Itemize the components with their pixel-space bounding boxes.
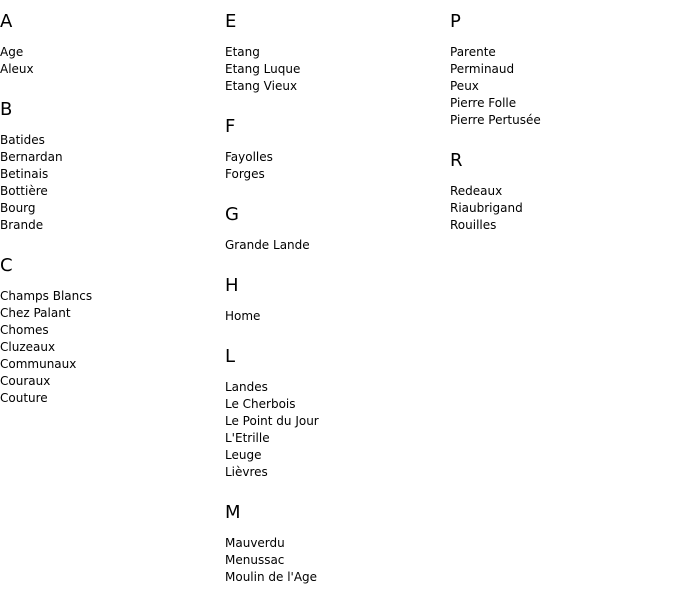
list-item [450,78,675,95]
list-item [225,396,450,413]
place-link-leuge[interactable]: Leuge [225,448,262,462]
list-item [450,112,675,129]
list-item [0,288,225,305]
list-item [0,305,225,322]
place-link-parente[interactable]: Parente [450,45,496,59]
list-item [450,61,675,78]
place-link-etang-vieux[interactable]: Etang Vieux [225,79,298,93]
place-link-communaux[interactable]: Communaux [0,357,77,371]
list-item [0,373,225,390]
place-link-betinais[interactable]: Betinais [0,167,49,181]
place-link-l-etrille[interactable]: L'Etrille [225,431,270,445]
place-link-moulin-de-l-age[interactable]: Moulin de l'Age [225,570,318,584]
list-item [0,390,225,407]
list-item [0,61,225,78]
list-item [0,132,225,149]
list-item [450,217,675,234]
place-link-rouilles[interactable]: Rouilles [450,218,497,232]
place-link-cluzeaux[interactable]: Cluzeaux [0,340,56,354]
place-link-mauverdu[interactable]: Mauverdu [225,536,285,550]
list-item [0,356,225,373]
place-link-landes[interactable]: Landes [225,380,268,394]
list-item [225,447,450,464]
place-link-forges[interactable]: Forges [225,167,265,181]
list-item [450,200,675,217]
list-item [225,379,450,396]
place-link-perminaud[interactable]: Perminaud [450,62,515,76]
letter-group-l [225,347,450,481]
place-link-fayolles[interactable]: Fayolles [225,150,273,164]
place-link-bourg[interactable]: Bourg [0,201,36,215]
letter-heading-m: M [225,502,241,523]
place-link-pierre-pertusee[interactable]: Pierre Pertusée [450,113,541,127]
place-link-brande[interactable]: Brande [0,218,44,232]
place-link-etang[interactable]: Etang [225,45,260,59]
list-item [225,430,450,447]
list-item [0,183,225,200]
list-item [0,322,225,339]
list-item [0,200,225,217]
list-item [225,166,450,183]
place-list-a [0,44,225,78]
list-item [0,44,225,61]
place-link-bottiere[interactable]: Bottière [0,184,48,198]
letter-group-r [450,151,675,234]
place-list-r [450,183,675,234]
letter-heading-r: R [450,150,463,171]
list-item [225,308,450,325]
place-link-le-point-du-jour[interactable]: Le Point du Jour [225,414,319,428]
place-link-home[interactable]: Home [225,309,261,323]
list-item [225,149,450,166]
place-link-chomes[interactable]: Chomes [0,323,49,337]
letter-heading-h: H [225,275,239,296]
list-item [0,217,225,234]
place-link-etang-luque[interactable]: Etang Luque [225,62,301,76]
letter-group-e [225,12,450,95]
letter-group-p [450,12,675,129]
index-column-3 [450,0,675,234]
letter-heading-p: P [450,11,461,32]
letter-group-f [225,117,450,183]
letter-heading-c: C [0,255,13,276]
place-list-p [450,44,675,129]
place-link-chez-palant[interactable]: Chez Palant [0,306,71,320]
place-link-bernardan[interactable]: Bernardan [0,150,63,164]
list-item [225,61,450,78]
list-item [0,166,225,183]
letter-group-a [0,12,225,78]
list-item [225,569,450,586]
place-link-lievres[interactable]: Lièvres [225,465,268,479]
list-item [225,464,450,481]
place-link-grande-lande[interactable]: Grande Lande [225,238,310,252]
list-item [450,183,675,200]
place-list-l [225,379,450,481]
place-link-champs-blancs[interactable]: Champs Blancs [0,289,93,303]
place-list-h [225,308,450,325]
place-link-batides[interactable]: Batides [0,133,45,147]
place-link-menussac[interactable]: Menussac [225,553,285,567]
place-list-m [225,535,450,586]
letter-group-m [225,503,450,586]
list-item [225,552,450,569]
letter-heading-l: L [225,346,236,367]
letter-group-c [0,256,225,407]
letter-heading-f: F [225,116,236,137]
list-item [0,149,225,166]
place-list-b [0,132,225,234]
place-list-f [225,149,450,183]
place-link-age[interactable]: Age [0,45,24,59]
letter-heading-a: A [0,11,13,32]
place-link-le-cherbois[interactable]: Le Cherbois [225,397,296,411]
place-link-pierre-folle[interactable]: Pierre Folle [450,96,517,110]
place-list-e [225,44,450,95]
list-item [450,95,675,112]
letter-heading-b: B [0,99,13,120]
letter-group-g [225,205,450,254]
place-link-peux[interactable]: Peux [450,79,479,93]
letter-heading-g: G [225,204,239,225]
index-column-1 [0,0,225,407]
place-link-aleux[interactable]: Aleux [0,62,34,76]
index-column-2 [225,0,450,586]
place-link-redeaux[interactable]: Redeaux [450,184,503,198]
place-link-couraux[interactable]: Couraux [0,374,51,388]
letter-heading-e: E [225,11,237,32]
letter-group-b [0,100,225,234]
list-item [225,44,450,61]
place-link-riaubrigand[interactable]: Riaubrigand [450,201,523,215]
place-list-g [225,237,450,254]
letter-group-h [225,276,450,325]
list-item [225,78,450,95]
place-list-c [0,288,225,407]
list-item [225,237,450,254]
list-item [225,413,450,430]
list-item [225,535,450,552]
list-item [450,44,675,61]
place-link-couture[interactable]: Couture [0,391,48,405]
list-item [0,339,225,356]
